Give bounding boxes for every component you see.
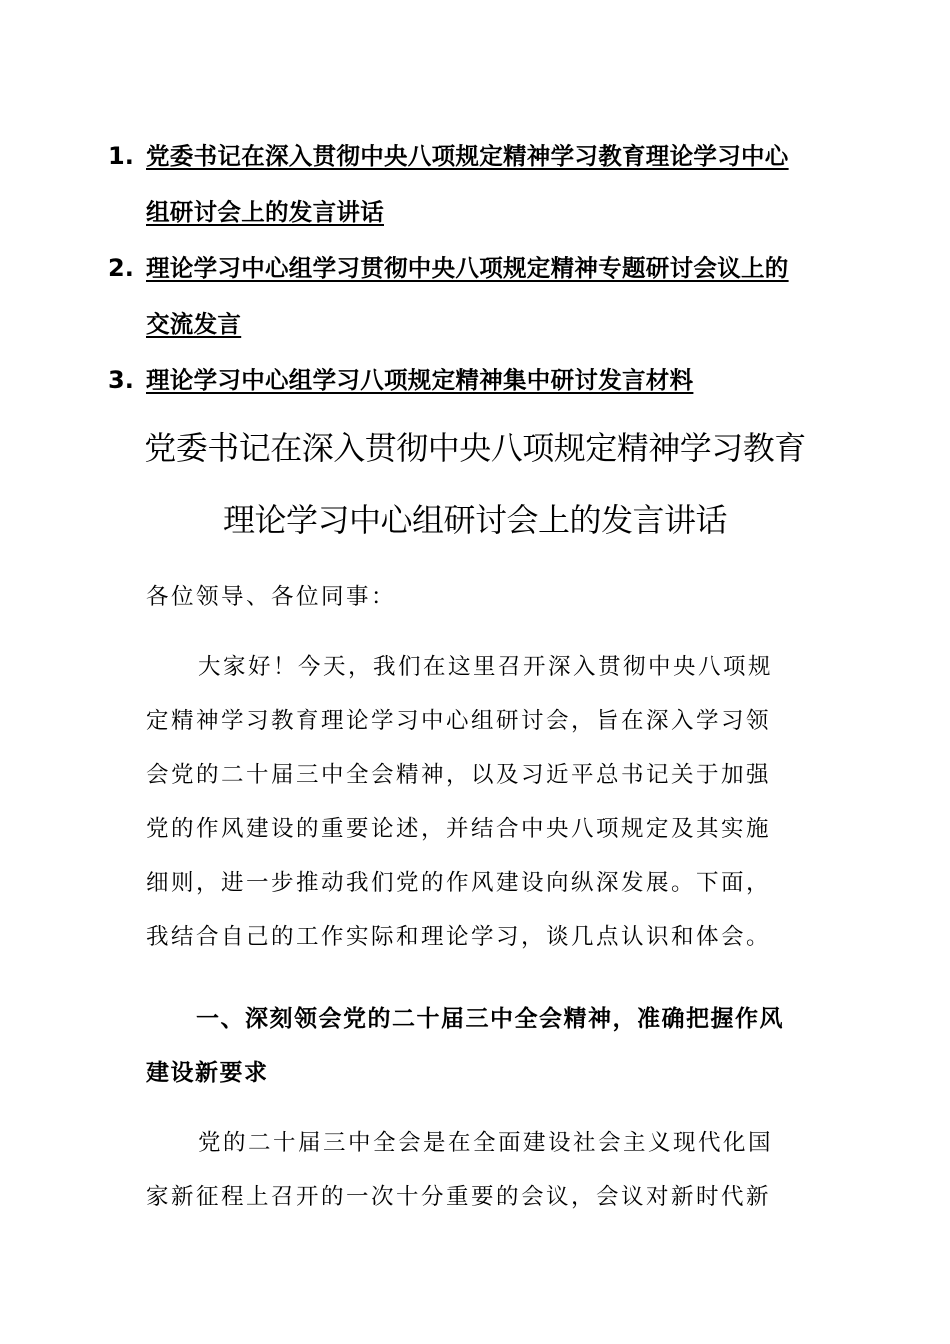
toc-link[interactable]: 党委书记在深入贯彻中央八项规定精神学习教育理论学习中心组研讨会上的发言讲话 [146, 142, 789, 226]
table-of-contents [108, 128, 798, 408]
toc-number: 3. [108, 366, 134, 394]
toc-item-3[interactable] [108, 352, 798, 408]
toc-item-2[interactable] [108, 240, 798, 352]
toc-number: 2. [108, 254, 134, 282]
toc-number: 1. [108, 142, 134, 170]
toc-item-1[interactable] [108, 128, 798, 240]
body-paragraph: 党的二十届三中全会是在全面建设社会主义现代化国家新征程上召开的一次十分重要的会议，会议对新时代新 [146, 1130, 774, 1210]
section-heading: 一、深刻领会党的二十届三中全会精神，准确把握作风建设新要求 [146, 1006, 784, 1086]
toc-link[interactable]: 理论学习中心组学习贯彻中央八项规定精神专题研讨会议上的交流发言 [146, 254, 789, 338]
document-title: 党委书记在深入贯彻中央八项规定精神学习教育理论学习中心组研讨会上的发言讲话 [144, 429, 806, 539]
body-paragraph: 大家好！今天，我们在这里召开深入贯彻中央八项规定精神学习教育理论学习中心组研讨会，旨在深入学习领会党的二十届三中全会精神，以及习近平总书记关于加强党的作风建设的重要论述，并结合中央八项规定及其实施细则，进一步推动我们党的作风建设向纵深发展。下面，我结合自己的工作实际和理论学习，谈几点认识和体会。 [146, 654, 774, 950]
toc-link[interactable]: 理论学习中心组学习八项规定精神集中研讨发言材料 [146, 366, 694, 394]
salutation: 各位领导、各位同事： [146, 584, 397, 610]
